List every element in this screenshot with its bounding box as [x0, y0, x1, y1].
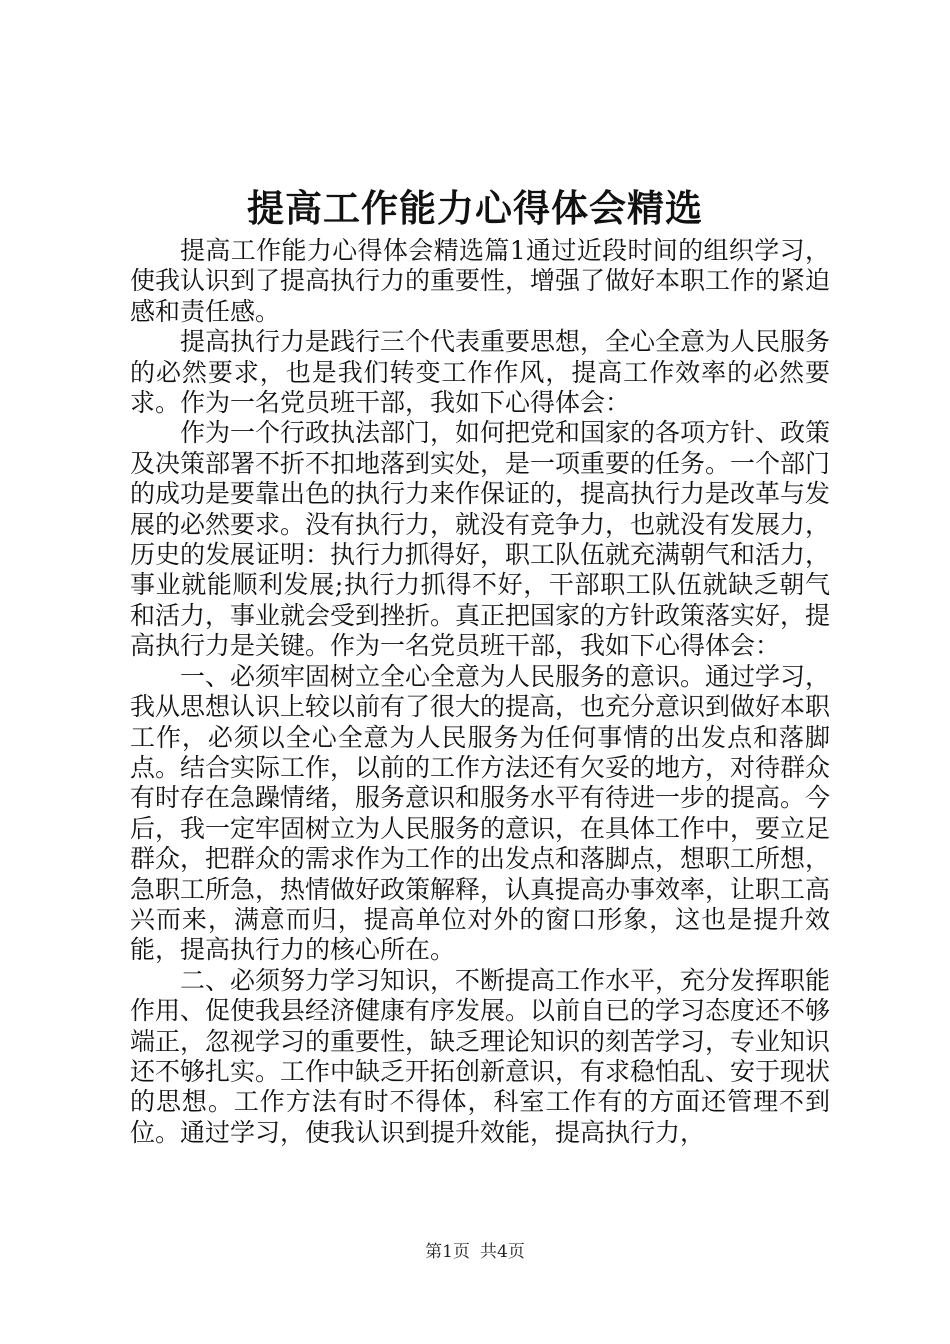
page-total: 共4页 [480, 1242, 525, 1262]
paragraph-requirement: 提高执行力是践行三个代表重要思想，全心全意为人民服务的必然要求，也是我们转变工作作风，提高工作效率的必然要求。作为一名党员班干部，我如下心得体会： [130, 327, 831, 418]
document-body [130, 236, 830, 1148]
paragraph-point-one: 一、必须牢固树立全心全意为人民服务的意识。通过学习，我从思想认识上较以前有了很大的提高，也充分意识到做好本职工作，必须以全心全意为人民服务为任何事情的出发点和落脚点。结合实际工作，以前的工作方法还有欠妥的地方，对待群众有时存在急躁情绪，服务意识和服务水平有待进一步的提高。今后，我一定牢固树立为人民服务的意识，在具体工作中，要立足群众，把群众的需求作为工作的出发点和落脚点，想职工所想，急职工所急，热情做好政策解释，认真提高办事效率，让职工高兴而来，满意而归，提高单位对外的窗口形象，这也是提升效能，提高执行力的核心所在。 [130, 661, 831, 965]
page-number: 第1页 [425, 1242, 470, 1262]
paragraph-department: 作为一个行政执法部门，如何把党和国家的各项方针、政策及决策部署不折不扣地落到实处，是一项重要的任务。一个部门的成功是要靠出色的执行力来作保证的，提高执行力是改革与发展的必然要求。没有执行力，就没有竞争力，也就没有发展力，历史的发展证明：执行力抓得好，职工队伍就充满朝气和活力，事业就能顺利发展;执行力抓得不好，干部职工队伍就缺乏朝气和活力，事业就会受到挫折。真正把国家的方针政策落实好，提高执行力是关键。作为一名党员班干部，我如下心得体会： [130, 418, 831, 661]
paragraph-intro: 提高工作能力心得体会精选篇1通过近段时间的组织学习，使我认识到了提高执行力的重要性，增强了做好本职工作的紧迫感和责任感。 [130, 236, 831, 326]
paragraph-point-two: 二、必须努力学习知识，不断提高工作水平，充分发挥职能作用、促使我县经济健康有序发展。以前自已的学习态度还不够端正，忽视学习的重要性，缺乏理论知识的刻苦学习，专业知识还不够扎实。工作中缺乏开拓创新意识，有求稳怕乱、安于现状的思想。工作方法有时不得体，科室工作有的方面还管理不到位。通过学习，使我认识到提升效能，提高执行力， [130, 965, 831, 1147]
page-title: 提高工作能力心得体会精选 [247, 186, 703, 230]
page-footer [0, 1240, 950, 1264]
